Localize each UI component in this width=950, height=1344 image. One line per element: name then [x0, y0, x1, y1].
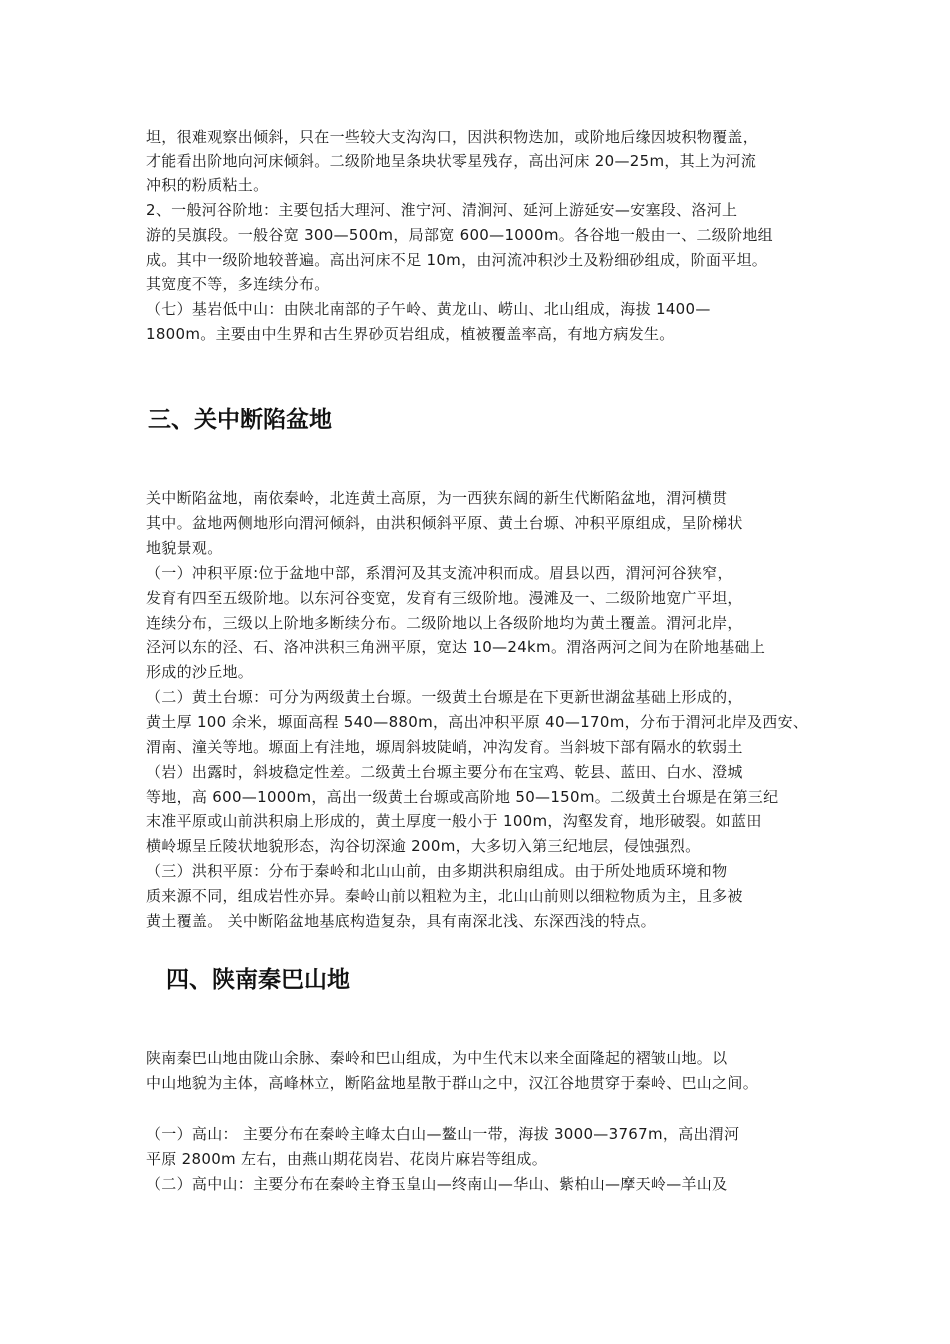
paragraph-line: 形成的沙丘地。 [146, 663, 254, 681]
paragraph-line: 横岭塬呈丘陵状地貌形态，沟谷切深逾 200m，大多切入第三纪地层，侵蚀强烈。 [146, 837, 701, 855]
paragraph-line: 末准平原或山前洪积扇上形成的，黄土厚度一般小于 100m，沟壑发育，地形破裂。如蓝田 [146, 812, 762, 830]
paragraph-line: 坦，很难观察出倾斜，只在一些较大支沟沟口，因洪积物迭加，或阶地后缘因坡积物覆盖， [146, 128, 759, 146]
paragraph-line: 1800m。主要由中生界和古生界砂页岩组成，植被覆盖率高，有地方病发生。 [146, 325, 675, 343]
paragraph-line: 关中断陷盆地，南依秦岭，北连黄土高原，为一西狭东阔的新生代断陷盆地，渭河横贯 [146, 489, 728, 507]
paragraph-line: 黄土覆盖。 关中断陷盆地基底构造复杂，具有南深北浅、东深西浅的特点。 [146, 912, 656, 930]
paragraph-line: 成。其中一级阶地较普遍。高出河床不足 10m，由河流冲积沙土及粉细砂组成，阶面平坦。 [146, 251, 768, 269]
paragraph-line: 中山地貌为主体，高峰林立，断陷盆地星散于群山之中，汉江谷地贯穿于秦岭、巴山之间。 [146, 1074, 759, 1092]
paragraph-line: （三）洪积平原：分布于秦岭和北山山前，由多期洪积扇组成。由于所处地质环境和物 [146, 862, 728, 880]
paragraph-line: 才能看出阶地向河床倾斜。二级阶地呈条块状零星残存，高出河床 20—25m，其上为河流 [146, 152, 757, 170]
paragraph-line: 2、一般河谷阶地：主要包括大理河、淮宁河、清涧河、延河上游延安—安塞段、洛河上 [146, 201, 738, 219]
paragraph-line: （一）高山： 主要分布在秦岭主峰太白山—鳌山一带，海拔 3000—3767m，高出渭河 [146, 1125, 740, 1143]
paragraph-line: 其中。盆地两侧地形向渭河倾斜，由洪积倾斜平原、黄土台塬、冲积平原组成，呈阶梯状 [146, 514, 743, 532]
section-heading-four: 四、陕南秦巴山地 [166, 967, 350, 993]
paragraph-line: （二）黄土台塬：可分为两级黄土台塬。一级黄土台塬是在下更新世湖盆基础上形成的， [146, 688, 743, 706]
paragraph-line: 泾河以东的泾、石、洛冲洪积三角洲平原，宽达 10—24km。渭洛两河之间为在阶地基础上 [146, 638, 766, 656]
paragraph-line: （二）高中山：主要分布在秦岭主脊玉皇山—终南山—华山、紫柏山—摩天岭—羊山及 [146, 1175, 728, 1193]
paragraph-line: 渭南、潼关等地。塬面上有洼地，塬周斜坡陡峭，冲沟发育。当斜坡下部有隔水的软弱土 [146, 738, 743, 756]
section-heading-three: 三、关中断陷盆地 [148, 407, 332, 433]
paragraph-line: 陕南秦巴山地由陇山余脉、秦岭和巴山组成，为中生代末以来全面隆起的褶皱山地。以 [146, 1049, 728, 1067]
paragraph-line: 连续分布，三级以上阶地多断续分布。二级阶地以上各级阶地均为黄土覆盖。渭河北岸， [146, 614, 743, 632]
paragraph-line: 质来源不同，组成岩性亦异。秦岭山前以粗粒为主，北山山前则以细粒物质为主，且多被 [146, 887, 743, 905]
paragraph-line: 游的吴旗段。一般谷宽 300—500m，局部宽 600—1000m。各谷地一般由一、二级阶地组 [146, 226, 773, 244]
paragraph-line: 地貌景观。 [146, 539, 223, 557]
paragraph-line: 等地，高 600—1000m，高出一级黄土台塬或高阶地 50—150m。二级黄土台塬是在第三纪 [146, 788, 779, 806]
paragraph-line: 平原 2800m 左右，由燕山期花岗岩、花岗片麻岩等组成。 [146, 1150, 548, 1168]
paragraph-line: 其宽度不等，多连续分布。 [146, 275, 330, 293]
paragraph-line: 发育有四至五级阶地。以东河谷变宽，发育有三级阶地。漫滩及一、二级阶地宽广平坦， [146, 589, 743, 607]
paragraph-line: （一）冲积平原:位于盆地中部，系渭河及其支流冲积而成。眉县以西，渭河河谷狭窄， [146, 564, 733, 582]
paragraph-line: （岩）出露时，斜坡稳定性差。二级黄土台塬主要分布在宝鸡、乾县、蓝田、白水、澄城 [146, 763, 743, 781]
paragraph-line: （七）基岩低中山：由陕北南部的子午岭、黄龙山、崂山、北山组成，海拔 1400— [146, 300, 711, 318]
paragraph-line: 黄土厚 100 余米，塬面高程 540—880m，高出冲积平原 40—170m，分布于渭河北岸及西安、 [146, 713, 809, 731]
paragraph-line: 冲积的粉质粘土。 [146, 176, 269, 194]
